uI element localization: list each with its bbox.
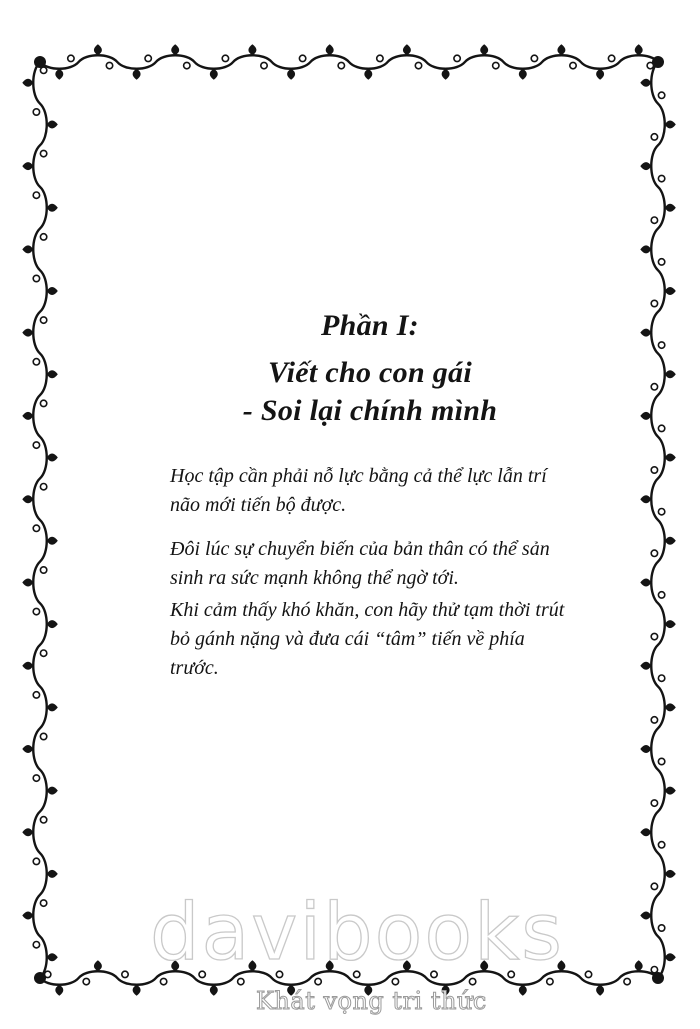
vine-leaf [640, 579, 651, 587]
vine-curl [40, 733, 46, 739]
vine-leaf [665, 787, 676, 795]
vine-leaf [55, 985, 63, 996]
section-title-part: Phần I: [321, 309, 419, 342]
vine-curl [469, 978, 475, 984]
vine-leaf [22, 828, 33, 836]
vine-leaf [665, 953, 676, 961]
vine-leaf [22, 162, 33, 170]
vine-curl [40, 900, 46, 906]
vine-leaf [557, 44, 565, 55]
vine-curl [658, 925, 664, 931]
vine-leaf [640, 329, 651, 337]
vine-curl [651, 883, 657, 889]
vine-corner-knot [652, 972, 664, 984]
vine-leaf [640, 79, 651, 87]
vine-curl [122, 971, 128, 977]
vine-leaf [519, 69, 527, 80]
vine-curl [651, 800, 657, 806]
vine-leaf [47, 787, 58, 795]
vine-curl [658, 342, 664, 348]
vine-curl [658, 425, 664, 431]
vine-leaf [171, 44, 179, 55]
vine-curl [392, 978, 398, 984]
vine-curl [651, 217, 657, 223]
vine-stem [651, 62, 665, 978]
vine-leaf [640, 412, 651, 420]
vine-curl [651, 467, 657, 473]
vine-leaf [55, 69, 63, 80]
vine-leaf [47, 870, 58, 878]
vine-curl [658, 92, 664, 98]
vine-leaf [22, 79, 33, 87]
vine-curl [160, 978, 166, 984]
vine-leaf [94, 960, 102, 971]
vine-leaf [442, 69, 450, 80]
vine-curl [33, 858, 39, 864]
vine-curl [651, 384, 657, 390]
vine-leaf [47, 121, 58, 129]
vine-leaf [22, 412, 33, 420]
vine-leaf [47, 703, 58, 711]
vine-curl [338, 62, 344, 68]
section-title-line-2: - Soi lại chính mình [242, 394, 498, 427]
vine-leaf [480, 44, 488, 55]
intro-paragraph-1: Học tập cần phải nỗ lực bằng cả thể lực lẫn trí não mới tiến bộ được. [170, 465, 547, 516]
intro-paragraph-3: Khi cảm thấy khó khăn, con hãy thử tạm thời trút bỏ gánh nặng và đưa cái “tâm” tiến về phía trước. [170, 599, 565, 679]
vine-leaf [519, 985, 527, 996]
vine-stem [40, 55, 658, 69]
vine-leaf [22, 579, 33, 587]
vine-leaf [22, 662, 33, 670]
vine-leaf [665, 620, 676, 628]
vine-leaf [47, 953, 58, 961]
vine-curl [40, 484, 46, 490]
vine-curl [570, 62, 576, 68]
vine-curl [608, 55, 614, 61]
vine-leaf [635, 44, 643, 55]
vine-curl [493, 62, 499, 68]
vine-curl [33, 192, 39, 198]
vine-leaf [665, 204, 676, 212]
vine-leaf [47, 204, 58, 212]
vine-curl [651, 134, 657, 140]
vine-leaf [665, 703, 676, 711]
vine-leaf [635, 960, 643, 971]
vine-curl [222, 55, 228, 61]
vine-leaf [133, 985, 141, 996]
vine-curl [33, 442, 39, 448]
vine-leaf [94, 44, 102, 55]
vine-leaf [596, 69, 604, 80]
vine-curl [651, 633, 657, 639]
vine-curl [651, 967, 657, 973]
vine-leaf [22, 745, 33, 753]
vine-curl [68, 55, 74, 61]
vine-leaf [22, 912, 33, 920]
vine-leaf [364, 69, 372, 80]
vine-curl [145, 55, 151, 61]
vine-curl [658, 842, 664, 848]
vine-curl [40, 150, 46, 156]
vine-leaf [640, 912, 651, 920]
vine-curl [40, 650, 46, 656]
vine-stem [33, 62, 47, 978]
vine-curl [624, 978, 630, 984]
vine-leaf [640, 162, 651, 170]
section-title-line-1: Viết cho con gái [268, 356, 472, 389]
vine-curl [33, 275, 39, 281]
vine-leaf [47, 537, 58, 545]
vine-curl [40, 567, 46, 573]
vine-curl [106, 62, 112, 68]
vine-curl [33, 608, 39, 614]
vine-leaf [403, 44, 411, 55]
vine-curl [651, 550, 657, 556]
vine-corner-knot [34, 972, 46, 984]
vine-curl [33, 692, 39, 698]
vine-curl [658, 259, 664, 265]
vine-corner-knot [34, 56, 46, 68]
vine-leaf [640, 745, 651, 753]
vine-curl [33, 109, 39, 115]
vine-curl [40, 67, 46, 73]
vine-curl [315, 978, 321, 984]
vine-leaf [665, 370, 676, 378]
vine-leaf [665, 454, 676, 462]
vine-curl [658, 592, 664, 598]
vine-leaf [326, 44, 334, 55]
vine-curl [184, 62, 190, 68]
vine-leaf [47, 287, 58, 295]
vine-curl [651, 717, 657, 723]
vine-leaf [47, 454, 58, 462]
watermark-brand: davibooks [150, 888, 564, 978]
vine-curl [658, 509, 664, 515]
vine-curl [33, 359, 39, 365]
vine-corner-knot [652, 56, 664, 68]
vine-curl [261, 62, 267, 68]
watermark-slogan: Khát vọng tri thức [256, 987, 487, 1015]
vine-leaf [47, 370, 58, 378]
vine-curl [40, 234, 46, 240]
vine-leaf [22, 495, 33, 503]
vine-curl [651, 300, 657, 306]
vine-curl [658, 675, 664, 681]
vine-leaf [596, 985, 604, 996]
vine-curl [40, 400, 46, 406]
vine-leaf [640, 495, 651, 503]
vine-leaf [640, 828, 651, 836]
vine-leaf [665, 121, 676, 129]
vine-leaf [640, 662, 651, 670]
vine-curl [33, 942, 39, 948]
vine-leaf [248, 44, 256, 55]
vine-leaf [665, 537, 676, 545]
vine-curl [33, 775, 39, 781]
vine-curl [377, 55, 383, 61]
vine-curl [658, 758, 664, 764]
vine-curl [585, 971, 591, 977]
vine-curl [547, 978, 553, 984]
vine-curl [531, 55, 537, 61]
vine-leaf [47, 620, 58, 628]
vine-curl [40, 817, 46, 823]
vine-leaf [665, 287, 676, 295]
vine-curl [40, 317, 46, 323]
vine-curl [83, 978, 89, 984]
vine-curl [658, 175, 664, 181]
vine-leaf [22, 245, 33, 253]
vine-curl [415, 62, 421, 68]
vine-curl [299, 55, 305, 61]
intro-paragraph-2: Đôi lúc sự chuyển biến của bản thân có thể sản sinh ra sức mạnh không thể ngờ tới. [170, 538, 550, 589]
vine-leaf [22, 329, 33, 337]
vine-leaf [133, 69, 141, 80]
vine-curl [454, 55, 460, 61]
vine-curl [33, 525, 39, 531]
vine-leaf [210, 69, 218, 80]
vine-leaf [287, 69, 295, 80]
vine-leaf [665, 870, 676, 878]
vine-leaf [210, 985, 218, 996]
vine-leaf [640, 245, 651, 253]
vine-curl [238, 978, 244, 984]
